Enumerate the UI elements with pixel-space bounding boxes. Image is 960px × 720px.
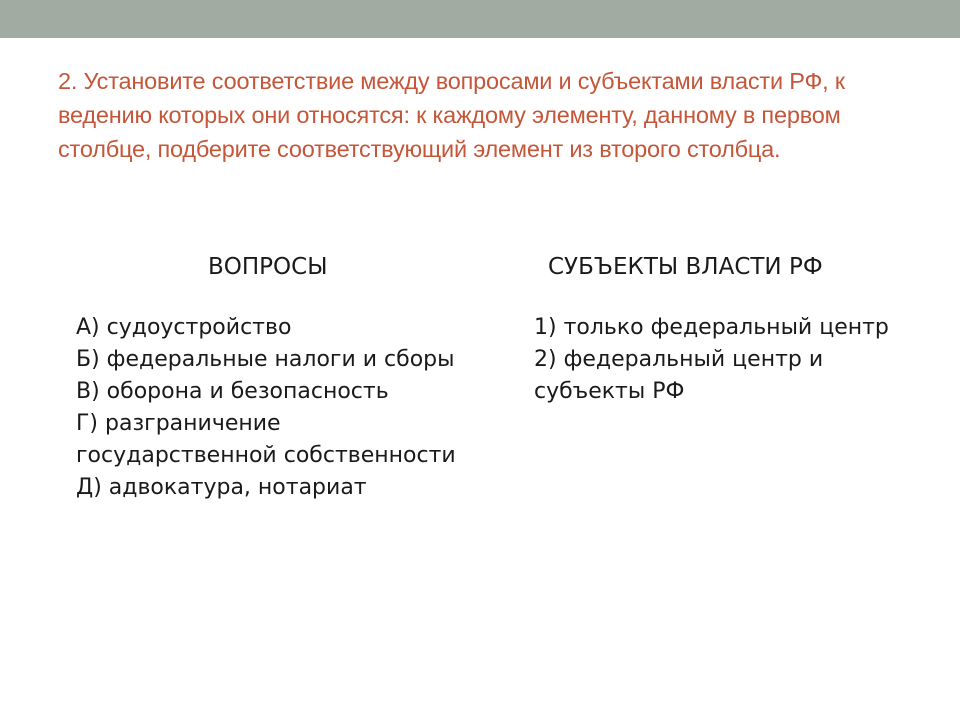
question-item-v: В) оборона и безопасность — [76, 379, 389, 404]
question-item-a: А) судоустройство — [76, 315, 292, 340]
slide-title: 2. Установите соответствие между вопросами и субъектами власти РФ, к ведению которых они относятся: к каждому элементу, данному в первом столбце, подберите соответствующий элемент из второго столбца. — [58, 68, 845, 162]
subjects-column — [534, 252, 914, 408]
subjects-list — [534, 312, 914, 408]
questions-list — [76, 312, 476, 504]
question-item-d: Д) адвокатура, нотариат — [76, 475, 367, 500]
subject-item-1: 1) только федеральный центр — [534, 315, 889, 340]
question-item-b: Б) федеральные налоги и сборы — [76, 347, 455, 372]
top-decorative-bar — [0, 0, 960, 38]
questions-column — [76, 252, 476, 504]
question-item-g: Г) разграничение государственной собственности — [76, 411, 456, 468]
subject-item-2: 2) федеральный центр и субъекты РФ — [534, 347, 824, 404]
questions-heading: ВОПРОСЫ — [208, 254, 328, 280]
subjects-heading: СУБЪЕКТЫ ВЛАСТИ РФ — [548, 254, 823, 280]
